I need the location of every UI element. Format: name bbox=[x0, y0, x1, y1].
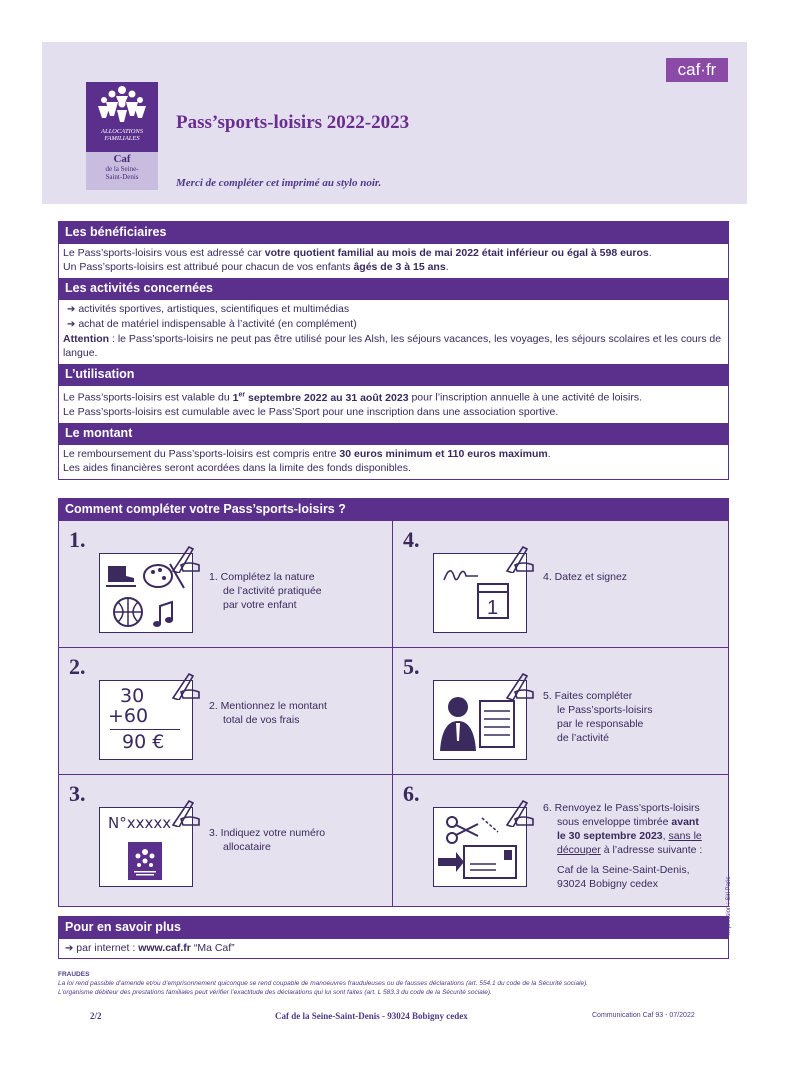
info-box bbox=[58, 221, 729, 480]
family-figures-icon bbox=[86, 82, 158, 128]
arrow-right-icon: ➔ bbox=[67, 304, 76, 315]
pen-hand-icon bbox=[503, 543, 537, 573]
more-info-title: Pour en savoir plus bbox=[59, 917, 728, 939]
page-subtitle: Merci de compléter cet imprimé au stylo noir. bbox=[176, 177, 382, 189]
step-number: 6. bbox=[403, 781, 420, 806]
footer-communication: Communication Caf 93 - 07/2022 bbox=[592, 1012, 695, 1019]
caf-mini-logo-icon bbox=[128, 842, 162, 880]
more-info-box bbox=[58, 916, 729, 959]
arrow-right-icon: ➔ bbox=[65, 943, 74, 954]
step-6-text: 6. Renvoyez le Pass’sports-loisirs sous enveloppe timbrée avant le 30 septembre 2023, sans le découper à l’adresse suivante : Caf de la Seine-Saint-Denis, 93024 Bobigny cedex bbox=[543, 802, 703, 890]
caf-fr-badge[interactable]: caf·fr bbox=[666, 58, 728, 82]
step-2 bbox=[59, 648, 393, 775]
amount-1: 30 bbox=[120, 685, 145, 707]
step-3-text: 3. Indiquez votre numéro allocataire bbox=[209, 827, 326, 853]
step-1 bbox=[59, 521, 393, 648]
amount-2: +60 bbox=[108, 705, 149, 727]
section-activites-title: Les activités concernées bbox=[59, 278, 728, 300]
pen-hand-icon bbox=[503, 797, 537, 827]
caf-logo bbox=[86, 82, 158, 190]
step-number: 3. bbox=[69, 781, 86, 806]
allocataire-number-sample: N°xxxxx bbox=[108, 814, 172, 832]
step-6 bbox=[393, 775, 728, 906]
step-number: 1. bbox=[69, 527, 86, 552]
arrow-right-icon: ➔ bbox=[67, 319, 76, 330]
logo-line1: ALLOCATIONS bbox=[100, 128, 144, 135]
logo-line2: FAMILIALES bbox=[104, 135, 140, 142]
logo-sub1: de la Seine- bbox=[105, 165, 139, 173]
section-utilisation-title: L’utilisation bbox=[59, 364, 728, 386]
step-3 bbox=[59, 775, 393, 906]
step-4-text: 4. Datez et signez bbox=[543, 571, 628, 583]
section-beneficiaires-title: Les bénéficiaires bbox=[59, 222, 728, 244]
pen-hand-icon bbox=[503, 670, 537, 700]
printer-credit: Impression : Siri Paris bbox=[726, 876, 732, 935]
logo-family-figures bbox=[86, 82, 158, 152]
step-number: 4. bbox=[403, 527, 420, 552]
step-2-text: 2. Mentionnez le montant total de vos frais bbox=[209, 700, 327, 726]
step-number: 2. bbox=[69, 654, 86, 679]
page-title: Pass’sports-loisirs 2022-2023 bbox=[176, 112, 410, 133]
step-5-text: 5. Faites compléter le Pass’sports-loisirs par le responsable de l’activité bbox=[543, 690, 653, 744]
section-beneficiaires-body: Le Pass’sports-loisirs vous est adressé car votre quotient familial au mois de mai 2022 était inférieur ou égal à 598 euros. Un Pass’sports-loisirs est attribué pour chacun de vos enfants âgés de 3 à 15 ans. bbox=[63, 247, 652, 273]
step-number: 5. bbox=[403, 654, 420, 679]
section-utilisation-body: Le Pass’sports-loisirs est valable du 1er septembre 2022 au 31 août 2023 pour l’inscription annuelle à une activité de loisirs. Le Pass’sports-loisirs est cumulable avec le Pass’Sport pour une inscription dans une association sportive. bbox=[63, 391, 642, 418]
calendar-day: 1 bbox=[487, 597, 499, 619]
section-activites-body: ➔ activités sportives, artistiques, scientifiques et multimédias ➔ achat de matériel indispensable à l’activité (en complément) Attention : le Pass’sports-loisirs ne peut pas être utilisé pour les Alsh, les séjours vacances, les voyages, les séjours scolaires et les cours de langue. bbox=[63, 303, 722, 359]
more-info-body: ➔ par internet : www.caf.fr “Ma Caf” bbox=[65, 942, 235, 954]
pen-hand-icon bbox=[169, 797, 203, 827]
pen-hand-icon bbox=[169, 670, 203, 700]
logo-caf: Caf bbox=[113, 153, 131, 165]
how-to-title: Comment compléter votre Pass’sports-loisirs ? bbox=[59, 499, 728, 521]
section-montant-body: Le remboursement du Pass’sports-loisirs est compris entre 30 euros minimum et 110 euros maximum. Les aides financières seront acordées dans la limite des fonds disponibles. bbox=[63, 447, 551, 474]
logo-sub2: Saint-Denis bbox=[105, 173, 139, 181]
section-montant-title: Le montant bbox=[59, 423, 728, 445]
pen-hand-icon bbox=[169, 543, 203, 573]
caf-website-link[interactable]: www.caf.fr bbox=[138, 942, 191, 954]
step-5 bbox=[393, 648, 728, 775]
amount-total: 90 € bbox=[122, 731, 165, 753]
how-to-box bbox=[58, 498, 729, 907]
step-4 bbox=[393, 521, 728, 648]
page-number: 2/2 bbox=[90, 1011, 102, 1021]
step-1-text: 1. Complétez la nature de l’activité pratiquée par votre enfant bbox=[209, 571, 322, 611]
footer-address: Caf de la Seine-Saint-Denis - 93024 Bobigny cedex bbox=[275, 1011, 468, 1021]
fraud-notice: FRAUDES La loi rend passible d’amende et/ou d’emprisonnement quiconque se rend coupable de manoeuvres frauduleuses ou de fausses déclarations (art. 554.1 du code de la Sécurité sociale). L’organisme débiteur des prestations familiales peut vérifier l’exactitude des déclarations qui lui sont faites (art. L 583.3 du code de la Sécurité sociale). bbox=[58, 971, 589, 996]
